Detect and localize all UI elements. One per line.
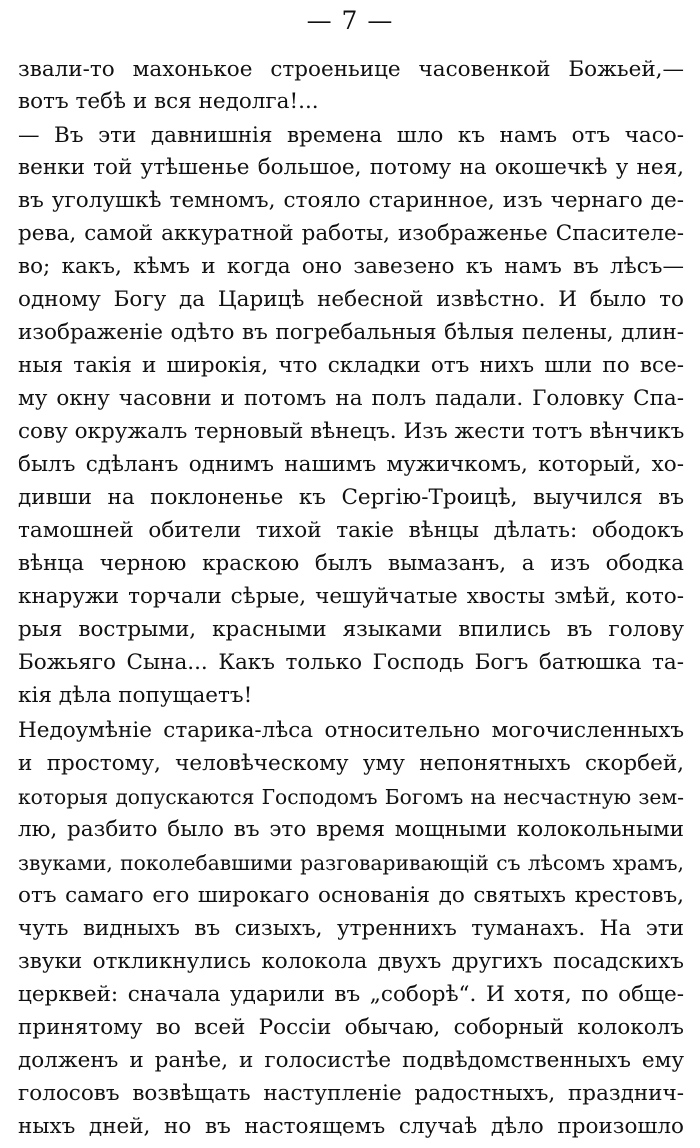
text-line: вѣнца черною краскою былъ вымазанъ, а изъ ободка [18, 551, 684, 576]
text-line: одному Богу да Царицѣ небесной извѣстно. И было то [18, 287, 684, 312]
text-line: во; какъ, кѣмъ и когда оно завезено къ намъ въ лѣсъ— [18, 254, 684, 279]
text-line: му окну часовни и потомъ на полъ падали. Головку Спа- [18, 386, 684, 411]
text-line: звуками, поколебавшими разговаривающій съ лѣсомъ храмъ, [18, 851, 684, 875]
text-line: церквей: сначала ударили въ „соборѣ“. И хотя, по обще- [18, 982, 684, 1007]
text-line: чуть видныхъ въ сизыхъ, утреннихъ туманахъ. На эти [18, 916, 684, 941]
text-line: рыя вострыми, красными языками впились въ голову [18, 617, 684, 642]
text-line: кія дѣла попущаетъ! [18, 683, 253, 708]
page-number: — 7 — [306, 6, 394, 35]
text-line: звали-то махонькое строеньице часовенкой Божьей,— [18, 57, 684, 82]
text-line: лю, разбито было въ это время мощными колокольными [18, 817, 684, 842]
text-line: вотъ тебѣ и вся недолга!... [18, 89, 319, 114]
text-line: дивши на поклоненье къ Сергію-Троицѣ, выучился въ [18, 485, 684, 510]
text-line: звуки откликнулись колокола двухъ другихъ посадскихъ [18, 949, 684, 974]
text-line: ныхъ дней, но въ настоящемъ случаѣ дѣло произошло [18, 1114, 684, 1139]
text-line: — Въ эти давнишнія времена шло къ намъ отъ часо- [18, 123, 684, 148]
text-line: тамошней обители тихой такіе вѣнцы дѣлать: ободокъ [18, 518, 684, 543]
text-line: ныя такія и широкія, что складки отъ нихъ шли по все- [18, 353, 684, 378]
text-line: изображеніе одѣто въ погребальныя бѣлыя пелены, длин- [18, 320, 684, 345]
text-line: голосовъ возвѣщать наступленіе радостныхъ, празднич- [18, 1081, 684, 1106]
text-line: венки той утѣшенье большое, потому на окошечкѣ у нея, [18, 155, 684, 180]
text-line: которыя допускаются Господомъ Богомъ на несчастную зем- [18, 785, 684, 809]
text-line: Божьяго Сына... Какъ только Господь Богъ батюшка та- [18, 650, 684, 675]
text-line: отъ самаго его широкаго основанія до святыхъ крестовъ, [18, 883, 684, 908]
text-line: принятому во всей Россіи обычаю, соборный колоколъ [18, 1015, 684, 1040]
text-line: Недоумѣніе старика-лѣса относительно могочисленныхъ [18, 718, 684, 743]
text-line: рева, самой аккуратной работы, изображенье Спасителе- [18, 221, 684, 246]
text-line: былъ сдѣланъ однимъ нашимъ мужичкомъ, который, хо- [18, 452, 684, 477]
text-line: въ уголушкѣ темномъ, стояло старинное, изъ чернаго де- [18, 188, 684, 213]
text-line: и простому, человѣческому уму непонятныхъ скорбей, [18, 751, 684, 776]
text-line: сову окружалъ терновый вѣнецъ. Изъ жести тотъ вѣнчикъ [18, 419, 685, 444]
text-line: долженъ и ранѣе, и голосистѣе подвѣдомственныхъ ему [18, 1048, 684, 1073]
text-line: кнаружи торчали сѣрые, чешуйчатые хвосты змѣй, кото- [18, 584, 684, 609]
